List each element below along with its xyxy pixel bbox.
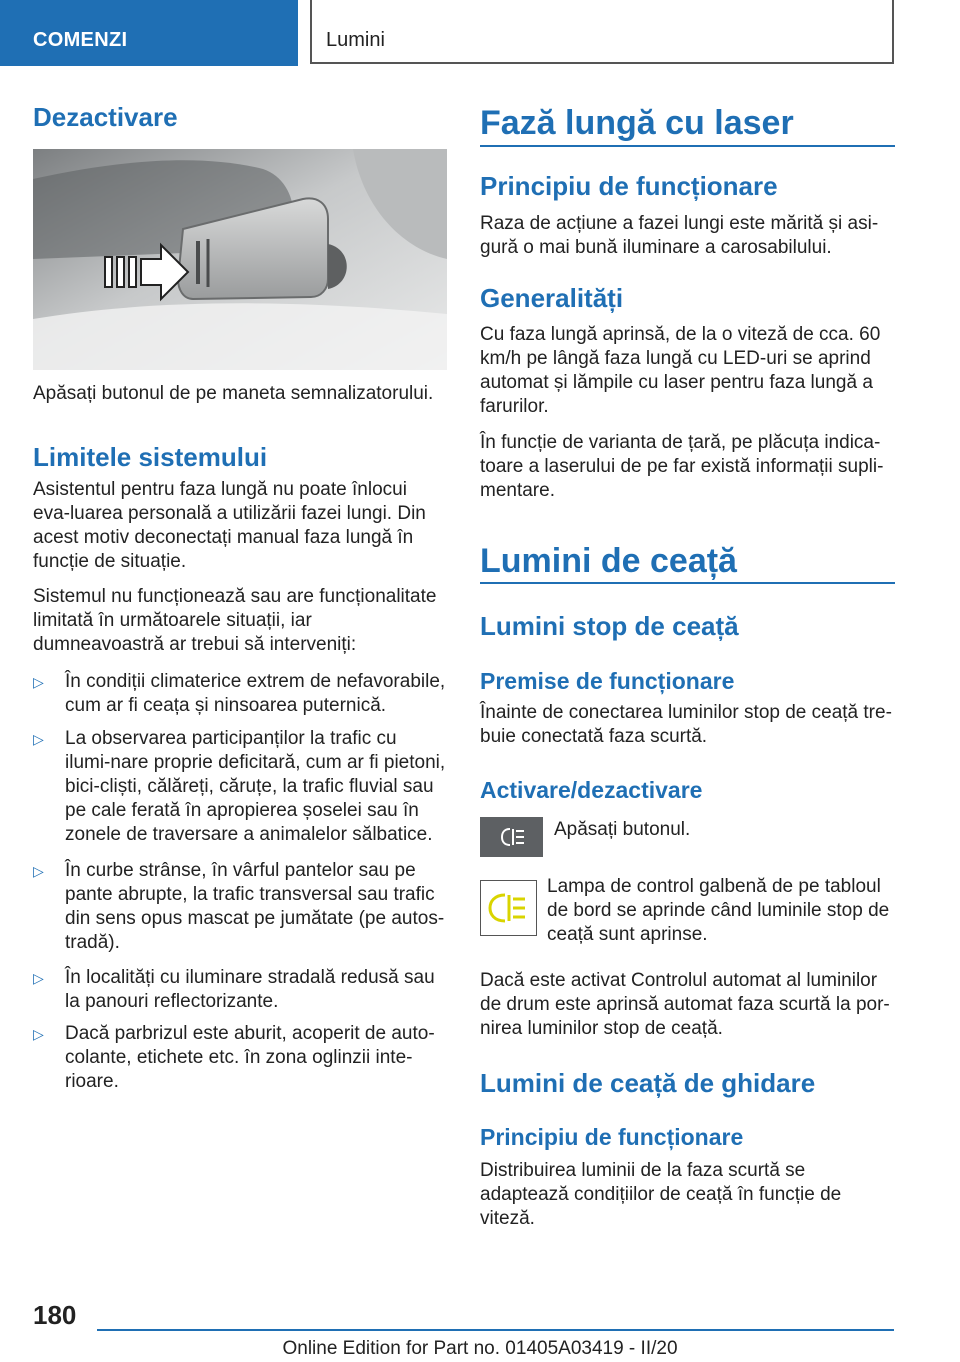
heading-laser: Fază lungă cu laser [480,104,794,142]
paragraph-daca: Dacă este activat Controlul automat al luminilor de drum este aprinsă automat faza scurtă la por-nirea luminilor stop de ceață. [480,970,890,1039]
heading-stop-ceata: Lumini stop de ceață [480,611,739,641]
bullet-marker: ▷ [33,674,44,690]
heading-dezactivare: Dezactivare [33,102,178,132]
rear-fog-indicator-icon [480,880,537,936]
heading-principiu-ghidare: Principiu de funcționare [480,1124,744,1150]
paragraph-limitele-2: Sistemul nu funcționează sau are funcționalitate limitată în următoarele situații, iar dumneavoastră ar trebui să interveniți: [33,586,437,655]
paragraph-apasati: Apăsați butonul. [554,819,691,840]
section-tab [0,0,298,66]
chapter-title: Lumini [326,29,385,51]
paragraph-generalitati-2: În funcție de varianta de țară, pe plăcuța indica-toare a laserului de pe far există informații supli-mentare. [480,432,884,501]
list-item-text: Dacă parbrizul este aburit, acoperit de auto-colante, etichete etc. în zona oglinzii inte-rioare. [65,1023,435,1092]
bullet-marker: ▷ [33,1026,44,1042]
bullet-marker: ▷ [33,863,44,879]
paragraph-principiu: Raza de acțiune a fazei lungi este mărită și asi-gură o mai bună iluminare a carosabilului. [480,213,879,258]
list-item-text: În curbe strânse, în vârful pantelor sau pe pante abrupte, la trafic transversal sau trafic din sens opus mascat pe jumătate (pe autos-tradă). [65,860,445,953]
heading-activare: Activare/dezactivare [480,777,703,803]
bullet-marker: ▷ [33,970,44,986]
heading-generalitati: Generalități [480,283,624,313]
edition-text: Online Edition for Part no. 01405A03419 - II/20 [282,1338,678,1359]
paragraph-principiu-ghidare: Distribuirea luminii de la faza scurtă se adaptează condițiilor de ceață în funcție de viteză. [480,1160,842,1229]
chapter-tab [310,0,894,64]
turn-signal-lever-image [33,149,447,370]
heading-principiu: Principiu de funcționare [480,171,778,201]
heading-limitele: Limitele sistemului [33,442,268,472]
heading-ghidare: Lumini de ceață de ghidare [480,1068,816,1098]
heading-rule [480,582,895,584]
list-item-text: În condiții climaterice extrem de nefavorabile, cum ar fi ceața și ninsoarea puternică. [65,671,446,716]
paragraph-generalitati-1: Cu faza lungă aprinsă, de la o viteză de cca. 60 km/h pe lângă faza lungă cu LED-uri se aprind automat și lămpile cu laser pentru faza lungă a farurilor. [480,324,881,417]
rear-fog-button-icon [480,817,543,857]
paragraph-limitele-1: Asistentul pentru faza lungă nu poate înlocui eva-luarea personală a utilizării fazei lungi. Din acest motiv deconectați manual faza lungă în funcție de situație. [33,479,426,572]
heading-premise: Premise de funcționare [480,668,735,694]
footer-rule [97,1329,894,1331]
bullet-marker: ▷ [33,731,44,747]
heading-ceata: Lumini de ceață [480,542,737,580]
list-item-text: La observarea participanților la trafic cu ilumi-nare proprie deficitară, cum ar fi pietoni, bici-cliști, călăreți, căruțe, la trafic fluvial sau pe cale ferată în apropierea șoselei sau în zonele de traversare a animalelor sălbatice. [65,728,446,845]
list-item-text: În localități cu iluminare stradală redusă sau la panouri reflectorizante. [65,967,435,1012]
image-caption: Apăsați butonul de pe maneta semnalizatorului. [33,383,434,404]
section-title: COMENZI [33,29,128,51]
page-number: 180 [33,1300,77,1330]
paragraph-premise: Înainte de conectarea luminilor stop de ceață tre-buie conectată faza scurtă. [480,702,892,747]
heading-rule [480,145,895,147]
paragraph-lampa: Lampa de control galbenă de pe tabloul de bord se aprinde când luminile stop de ceață sunt aprinse. [547,876,890,945]
